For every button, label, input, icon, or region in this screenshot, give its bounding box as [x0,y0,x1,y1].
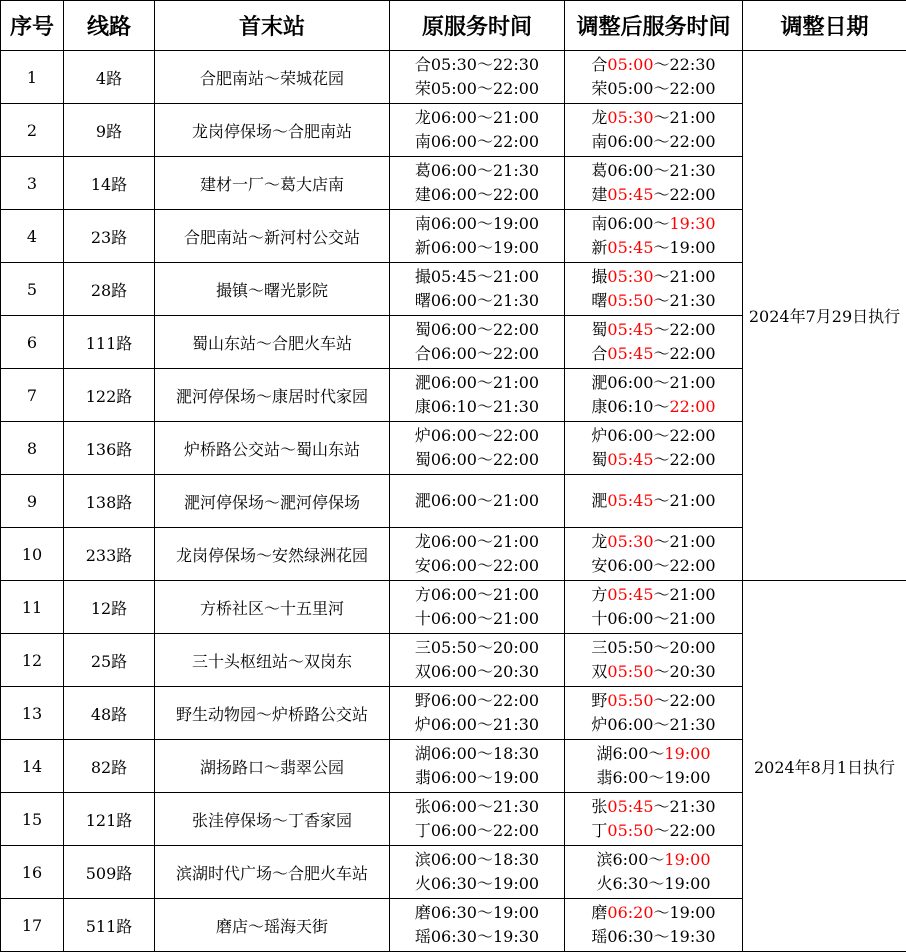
time-segment: 荣05:00～22:00 [591,79,716,98]
adjusted-service-time [565,316,743,369]
header-row [1,1,906,51]
row-index: 7 [1,369,64,422]
route-name: 136路 [64,422,155,475]
adjusted-time-line [565,713,742,737]
original-service-time [390,210,565,263]
time-segment: 蜀 [591,450,608,469]
original-time-line: 野06:00～22:00 [414,691,540,710]
original-time-line: 瑶06:30～19:30 [414,927,540,946]
terminal-stations: 淝河停保场～康居时代家园 [155,369,390,422]
adjusted-service-time [565,369,743,422]
adjusted-time-line [565,766,742,790]
original-time-line: 葛06:00～21:30 [414,161,540,180]
time-segment: ～21:00 [653,267,716,286]
original-time-line: 张06:00～21:30 [414,797,540,816]
adjusted-service-time [565,528,743,581]
route-name: 233路 [64,528,155,581]
route-name: 509路 [64,846,155,899]
route-name: 511路 [64,899,155,952]
time-segment: 野 [591,691,608,710]
changed-time-segment: 05:30 [607,532,654,551]
original-time-line: 南06:00～22:00 [414,132,540,151]
adjusted-time-line [565,289,742,313]
route-name: 9路 [64,104,155,157]
changed-time-segment: 05:30 [607,267,654,286]
adjusted-service-time [565,687,743,740]
table-header [1,1,906,51]
original-time-line: 火06:30～19:00 [414,874,540,893]
original-time-line: 撮05:45～21:00 [414,267,540,286]
adjusted-service-time [565,634,743,687]
table-body [1,51,906,952]
route-name: 111路 [64,316,155,369]
original-time-line: 湖06:00～18:30 [414,744,540,763]
changed-time-segment: 05:30 [607,108,654,127]
time-segment: 火6:30～19:00 [596,874,711,893]
adjusted-time-line [565,901,742,925]
adjusted-time-line [565,872,742,896]
original-time-line: 荣05:00～22:00 [414,79,540,98]
terminal-stations: 张洼停保场～丁香家园 [155,793,390,846]
adjusted-time-line [565,236,742,260]
time-segment: 双 [591,662,608,681]
original-time-line: 曙06:00～21:30 [414,291,540,310]
adjusted-time-line [565,77,742,101]
changed-time-segment: 05:50 [607,821,654,840]
time-segment: 合 [591,55,608,74]
adjusted-time-line [565,448,742,472]
adjusted-service-time [565,210,743,263]
adjusted-service-time [565,740,743,793]
time-segment: ～21:30 [653,291,716,310]
route-name: 12路 [64,581,155,634]
time-segment: 淝 [591,491,608,510]
terminal-stations: 合肥南站～新河村公交站 [155,210,390,263]
route-name: 25路 [64,634,155,687]
original-time-line: 龙06:00～21:00 [414,108,540,127]
row-index: 14 [1,740,64,793]
changed-time-segment: 05:50 [607,291,654,310]
original-service-time [390,316,565,369]
original-time-line: 建06:00～22:00 [414,185,540,204]
header-adjustment-date: 调整日期 [743,1,906,51]
time-segment: ～21:00 [653,108,716,127]
row-index: 3 [1,157,64,210]
time-segment: ～22:30 [653,55,716,74]
time-segment: 湖6:00～ [596,744,665,763]
terminal-stations: 淝河停保场～淝河停保场 [155,475,390,528]
original-time-line: 南06:00～19:00 [414,214,540,233]
time-segment: ～22:00 [653,344,716,363]
time-segment: ～22:00 [653,450,716,469]
original-time-line: 翡06:00～19:00 [414,768,540,787]
terminal-stations: 三十头枢纽站～双岗东 [155,634,390,687]
original-service-time [390,687,565,740]
time-segment: 葛06:00～21:30 [591,161,716,180]
original-service-time [390,581,565,634]
time-segment: 翡6:00～19:00 [596,768,711,787]
time-segment: 康06:10～ [591,397,670,416]
adjusted-time-line [565,819,742,843]
time-segment: ～21:00 [653,585,716,604]
changed-time-segment: 06:20 [607,903,654,922]
row-index: 16 [1,846,64,899]
adjusted-service-time [565,793,743,846]
row-index: 8 [1,422,64,475]
table-row [1,581,906,634]
time-segment: ～21:30 [653,797,716,816]
time-segment: 滨6:00～ [596,850,665,869]
original-time-line: 十06:00～21:00 [414,609,540,628]
original-service-time [390,157,565,210]
time-segment: ～22:00 [653,185,716,204]
original-service-time [390,846,565,899]
original-time-line: 龙06:00～21:00 [414,532,540,551]
row-index: 17 [1,899,64,952]
time-segment: ～21:00 [653,532,716,551]
time-segment: 龙 [591,532,608,551]
header-route: 线路 [64,1,155,51]
original-time-line: 方06:00～21:00 [414,585,540,604]
adjusted-time-line [565,395,742,419]
original-time-line: 磨06:30～19:00 [414,903,540,922]
changed-time-segment: 05:50 [607,662,654,681]
adjusted-time-line [565,265,742,289]
original-time-line: 淝06:00～21:00 [414,491,540,510]
original-service-time [390,634,565,687]
terminal-stations: 龙岗停保场～安然绿洲花园 [155,528,390,581]
changed-time-segment: 05:45 [607,797,654,816]
original-service-time [390,422,565,475]
adjusted-time-line [565,130,742,154]
route-name: 122路 [64,369,155,422]
time-segment: ～22:00 [653,691,716,710]
time-segment: 建 [591,185,608,204]
time-segment: ～22:00 [653,821,716,840]
adjusted-time-line [565,607,742,631]
adjusted-time-line [565,53,742,77]
time-segment: 撮 [591,267,608,286]
adjusted-time-line [565,106,742,130]
time-segment: 曙 [591,291,608,310]
row-index: 9 [1,475,64,528]
route-name: 4路 [64,51,155,104]
time-segment: 方 [591,585,608,604]
original-service-time [390,104,565,157]
time-segment: 磨 [591,903,608,922]
time-segment: 炉06:00～22:00 [591,426,716,445]
adjusted-time-line [565,689,742,713]
table-row [1,51,906,104]
header-index: 序号 [1,1,64,51]
time-segment: 淝06:00～21:00 [591,373,716,392]
original-time-line: 炉06:00～22:00 [414,426,540,445]
time-segment: ～19:00 [653,903,716,922]
time-segment: 新 [591,238,608,257]
adjusted-service-time [565,475,743,528]
original-time-line: 新06:00～19:00 [414,238,540,257]
adjustment-date: 2024年8月1日执行 [743,581,906,952]
original-time-line: 双06:00～20:30 [414,662,540,681]
row-index: 13 [1,687,64,740]
original-service-time [390,793,565,846]
adjusted-time-line [565,424,742,448]
original-time-line: 合06:00～22:00 [414,344,540,363]
time-segment: ～22:00 [653,320,716,339]
time-segment: 龙 [591,108,608,127]
time-segment: 三05:50～20:00 [591,638,716,657]
original-time-line: 蜀06:00～22:00 [414,450,540,469]
adjusted-service-time [565,846,743,899]
original-service-time [390,51,565,104]
changed-time-segment: 22:00 [669,397,716,416]
terminal-stations: 野生动物园～炉桥路公交站 [155,687,390,740]
adjusted-service-time [565,104,743,157]
adjusted-time-line [565,183,742,207]
row-index: 15 [1,793,64,846]
adjusted-time-line [565,848,742,872]
adjusted-time-line [565,583,742,607]
changed-time-segment: 05:45 [607,185,654,204]
header-terminals: 首末站 [155,1,390,51]
original-service-time [390,899,565,952]
changed-time-segment: 19:00 [664,744,711,763]
terminal-stations: 建材一厂～葛大店南 [155,157,390,210]
terminal-stations: 蜀山东站～合肥火车站 [155,316,390,369]
terminal-stations: 合肥南站～荣城花园 [155,51,390,104]
adjusted-time-line [565,636,742,660]
adjusted-time-line [565,742,742,766]
adjusted-time-line [565,530,742,554]
adjustment-date: 2024年7月29日执行 [743,51,906,581]
time-segment: 张 [591,797,608,816]
original-time-line: 淝06:00～21:00 [414,373,540,392]
time-segment: 南06:00～22:00 [591,132,716,151]
route-name: 28路 [64,263,155,316]
row-index: 12 [1,634,64,687]
row-index: 5 [1,263,64,316]
original-time-line: 康06:10～21:30 [414,397,540,416]
adjusted-time-line [565,925,742,949]
adjusted-service-time [565,422,743,475]
original-time-line: 合05:30～22:30 [414,55,540,74]
route-name: 138路 [64,475,155,528]
adjusted-service-time [565,899,743,952]
route-name: 48路 [64,687,155,740]
time-segment: 炉06:00～21:30 [591,715,716,734]
adjusted-time-line [565,489,742,513]
time-segment: 南06:00～ [591,214,670,233]
adjusted-time-line [565,371,742,395]
original-time-line: 安06:00～22:00 [414,556,540,575]
changed-time-segment: 05:45 [607,344,654,363]
terminal-stations: 方桥社区～十五里河 [155,581,390,634]
row-index: 1 [1,51,64,104]
terminal-stations: 撮镇～曙光影院 [155,263,390,316]
adjusted-time-line [565,554,742,578]
terminal-stations: 滨湖时代广场～合肥火车站 [155,846,390,899]
header-original-service-time: 原服务时间 [390,1,565,51]
adjusted-service-time [565,51,743,104]
adjusted-time-line [565,318,742,342]
time-segment: ～19:00 [653,238,716,257]
adjusted-time-line [565,660,742,684]
original-service-time [390,528,565,581]
adjusted-time-line [565,159,742,183]
changed-time-segment: 05:00 [607,55,654,74]
time-segment: ～21:00 [653,491,716,510]
row-index: 2 [1,104,64,157]
original-time-line: 炉06:00～21:30 [414,715,540,734]
changed-time-segment: 05:45 [607,585,654,604]
changed-time-segment: 05:45 [607,491,654,510]
terminal-stations: 炉桥路公交站～蜀山东站 [155,422,390,475]
changed-time-segment: 05:45 [607,450,654,469]
original-service-time [390,369,565,422]
row-index: 4 [1,210,64,263]
row-index: 10 [1,528,64,581]
original-time-line: 蜀06:00～22:00 [414,320,540,339]
row-index: 11 [1,581,64,634]
route-name: 23路 [64,210,155,263]
time-segment: ～20:30 [653,662,716,681]
time-segment: 蜀 [591,320,608,339]
changed-time-segment: 05:50 [607,691,654,710]
time-segment: 十06:00～21:00 [591,609,716,628]
time-segment: 安06:00～22:00 [591,556,716,575]
route-name: 82路 [64,740,155,793]
route-name: 121路 [64,793,155,846]
terminal-stations: 磨店～瑶海天街 [155,899,390,952]
adjusted-service-time [565,157,743,210]
original-service-time [390,740,565,793]
route-name: 14路 [64,157,155,210]
row-index: 6 [1,316,64,369]
original-time-line: 丁06:00～22:00 [414,821,540,840]
time-segment: 丁 [591,821,608,840]
adjusted-service-time [565,581,743,634]
time-segment: 合 [591,344,608,363]
header-adjusted-service-time: 调整后服务时间 [565,1,743,51]
original-time-line: 滨06:00～18:30 [414,850,540,869]
original-service-time [390,263,565,316]
changed-time-segment: 05:45 [607,238,654,257]
adjusted-service-time [565,263,743,316]
changed-time-segment: 19:30 [669,214,716,233]
changed-time-segment: 19:00 [664,850,711,869]
terminal-stations: 龙岗停保场～合肥南站 [155,104,390,157]
changed-time-segment: 05:45 [607,320,654,339]
adjusted-time-line [565,342,742,366]
original-time-line: 三05:50～20:00 [414,638,540,657]
time-segment: 瑶06:30～19:30 [591,927,716,946]
original-service-time [390,475,565,528]
terminal-stations: 湖扬路口～翡翠公园 [155,740,390,793]
adjusted-time-line [565,212,742,236]
adjusted-time-line [565,795,742,819]
